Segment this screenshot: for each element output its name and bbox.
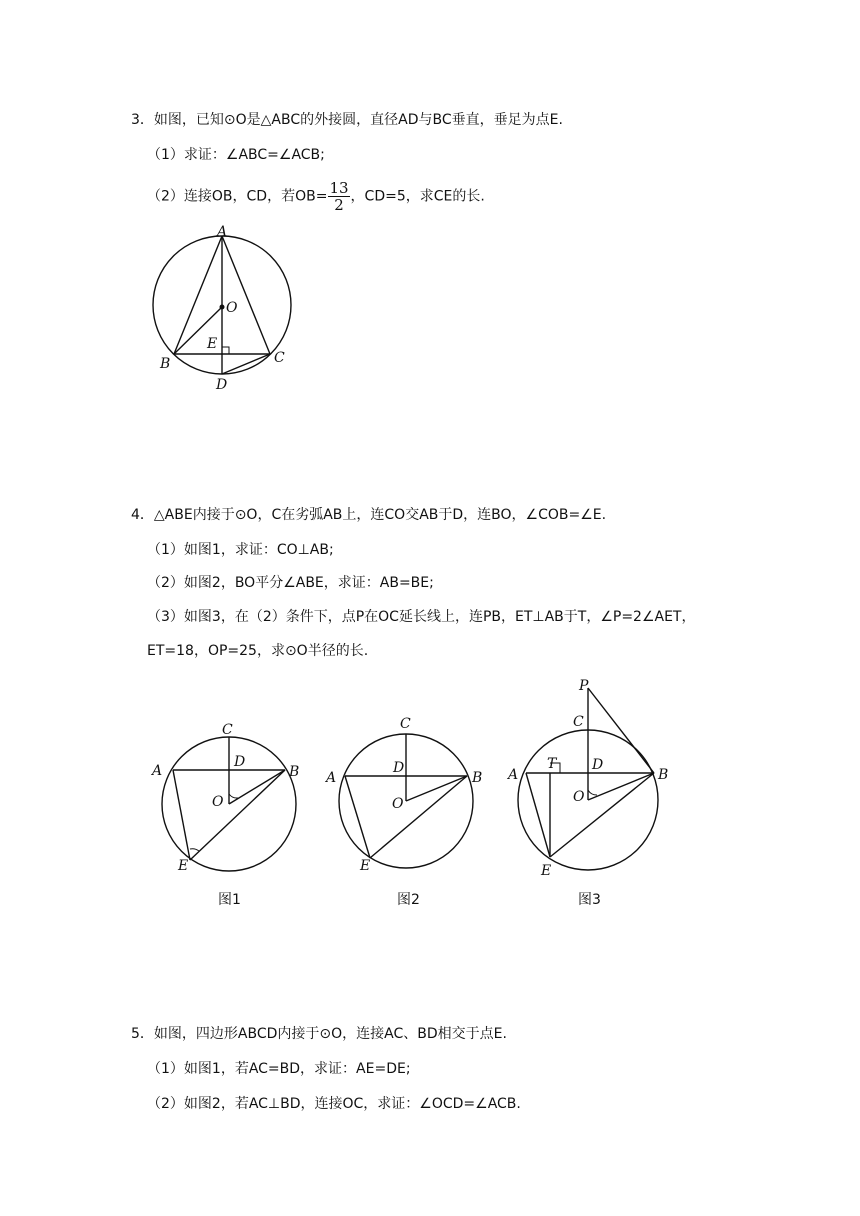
q5-part2: （2）如图2，若AC⊥BD，连接OC，求证：∠OCD=∠ACB. — [147, 1096, 521, 1112]
q4-fig3-angle-mark — [588, 790, 597, 795]
q3-part2-before: （2）连接OB，CD，若OB= — [147, 188, 328, 205]
q4-fig2-label-e: E — [360, 858, 371, 874]
q4-fig1-label-c: C — [222, 722, 233, 738]
q4-fig3-segment-ae — [526, 773, 550, 857]
q4-fig1-label-o: O — [212, 794, 224, 810]
q3-label-c: C — [274, 350, 285, 366]
q4-fig2-label-b: B — [472, 770, 483, 786]
q3-fraction-denominator: 2 — [334, 196, 344, 214]
q4-fig1-angle-e-mark — [190, 849, 199, 851]
q4-figure-3 — [506, 678, 668, 908]
q4-part3: （3）如图3，在（2）条件下，点P在OC延长线上，连PB，ET⊥AB于T，∠P=2∠AET， — [147, 609, 696, 625]
q4-part1: （1）如图1，求证：CO⊥AB; — [147, 542, 334, 558]
q5-part1: （1）如图1，若AC=BD，求证：AE=DE; — [147, 1061, 411, 1077]
q4-fig2-segment-be — [370, 776, 467, 858]
q4-fig3-label-p: P — [579, 678, 589, 694]
q3-label-e: E — [207, 336, 218, 352]
q4-figure-2 — [324, 716, 482, 908]
q4-fig3-label-t: T — [547, 756, 557, 772]
q4-fig2-label-c: C — [400, 716, 411, 732]
q4-fig3-label-e: E — [541, 863, 552, 879]
q3-stem: 3．如图，已知⊙O是△ABC的外接圆，直径AD与BC垂直，垂足为点E. — [131, 112, 563, 128]
q4-fig3-label-o: O — [573, 789, 585, 805]
q4-fig2-segment-ae — [345, 776, 370, 858]
q3-part2-after: ，CD=5，求CE的长. — [350, 188, 485, 205]
q4-figure-1 — [150, 722, 299, 908]
q5-stem: 5．如图，四边形ABCD内接于⊙O，连接AC、BD相交于点E. — [131, 1026, 507, 1042]
q4-part2: （2）如图2，BO平分∠ABE，求证：AB=BE; — [147, 575, 434, 591]
q4-fig3-label-b: B — [658, 767, 669, 783]
q4-fig1-segment-ae — [173, 770, 190, 860]
q4-fig1-angle-cob-mark — [229, 794, 238, 798]
q4-fig3-segment-be — [550, 773, 654, 857]
q4-fig1-label-d: D — [234, 754, 246, 770]
q4-fig2-segment-bo — [406, 776, 467, 801]
q4-fig2-label-o: O — [392, 796, 404, 812]
q3-fraction-numerator: 13 — [329, 179, 349, 197]
q4-fig3-label-a: A — [508, 767, 519, 783]
q3-label-b: B — [160, 356, 171, 372]
q4-fig2-label-a: A — [326, 770, 337, 786]
q4-fig1-segment-bo — [229, 770, 285, 804]
q3-label-o: O — [226, 300, 238, 316]
q4-fig3-label-d: D — [592, 757, 604, 773]
q4-fig3-caption: 图3 — [578, 892, 601, 908]
q4-fig1-label-b: B — [289, 764, 300, 780]
q4-fig3-label-c: C — [573, 714, 584, 730]
q3-part1: （1）求证：∠ABC=∠ACB; — [147, 147, 325, 163]
q4-fig1-label-a: A — [152, 763, 163, 779]
q4-stem: 4．△ABE内接于⊙O，C在劣弧AB上，连CO交AB于D，连BO，∠COB=∠E. — [131, 507, 607, 523]
q3-label-d: D — [216, 377, 228, 393]
q4-fig2-label-d: D — [393, 760, 405, 776]
q4-fig1-label-e: E — [178, 858, 189, 874]
q4-fig3-segment-bo — [588, 773, 654, 800]
q4-fig1-segment-be — [190, 770, 285, 860]
q4-fig2-caption: 图2 — [397, 892, 420, 908]
q4-part3-cont: ET=18，OP=25，求⊙O半径的长. — [147, 643, 369, 659]
q4-fig1-caption: 图1 — [218, 892, 241, 908]
q3-label-a: A — [217, 224, 228, 240]
